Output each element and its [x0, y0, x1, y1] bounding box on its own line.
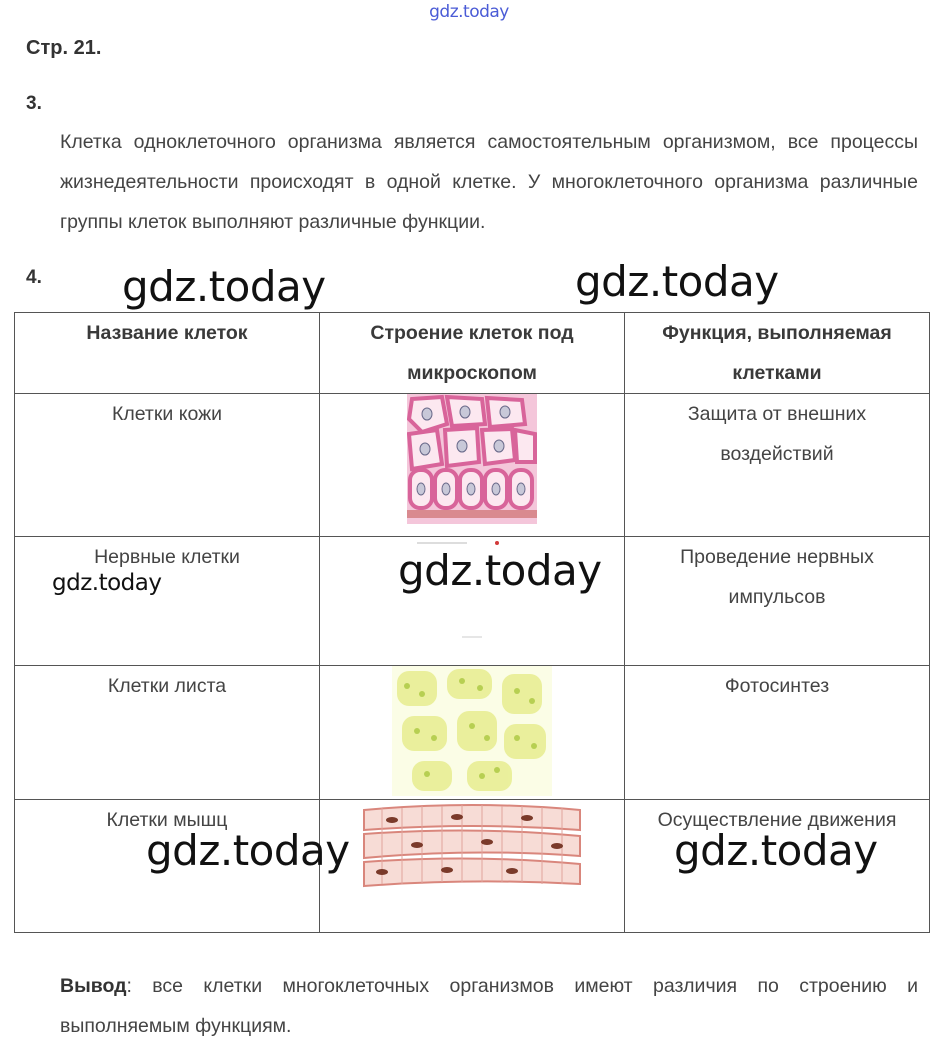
watermark: gdz.today [398, 546, 602, 595]
cell-function: Осуществление движения [625, 800, 930, 933]
table-header-row [15, 313, 930, 394]
header-cell-function: Функция, выполняемая клетками [625, 313, 930, 394]
header-cell-name: Название клеток [15, 313, 320, 394]
page-reference: Стр. 21. [26, 37, 102, 59]
task-3-answer: Клетка одноклеточного организма является самостоятельным организмом, все процессы жизнедеятельности происходят в одной клетке. У многоклеточного организма различные группы клеток выполняют различные функции. [60, 131, 918, 233]
conclusion-label: Вывод [60, 975, 127, 997]
header-cell-structure: Строение клеток под микроскопом [320, 313, 625, 394]
watermark: gdz.today [52, 570, 162, 596]
cell-image [320, 666, 625, 800]
watermark: gdz.today [122, 262, 326, 311]
conclusion [60, 966, 918, 1046]
cell-function: Проведение нервных импульсов [625, 537, 930, 666]
skin-cells-image [407, 394, 537, 524]
cell-function: Фотосинтез [625, 666, 930, 800]
task-4-number: 4. [26, 267, 42, 288]
conclusion-text: : все клетки многоклеточных организмов имеют различия по строению и выполняемым функциям. [60, 975, 918, 1037]
watermark: gdz.today [674, 826, 878, 875]
muscle-cells-image [362, 800, 582, 890]
cell-name: Клетки листа [15, 666, 320, 800]
watermark-top: gdz.today [429, 2, 509, 22]
task-3-number: 3. [26, 93, 42, 114]
table-row [15, 666, 930, 800]
cell-name: Нервные клетки [15, 537, 320, 666]
cell-image [320, 800, 625, 933]
cell-name: Клетки кожи [15, 394, 320, 537]
cell-name: Клетки мышц [15, 800, 320, 933]
watermark: gdz.today [575, 257, 779, 306]
table-row [15, 394, 930, 537]
watermark: gdz.today [146, 826, 350, 875]
cell-image [320, 394, 625, 537]
cell-function: Защита от внешних воздействий [625, 394, 930, 537]
leaf-cells-image [392, 666, 552, 796]
